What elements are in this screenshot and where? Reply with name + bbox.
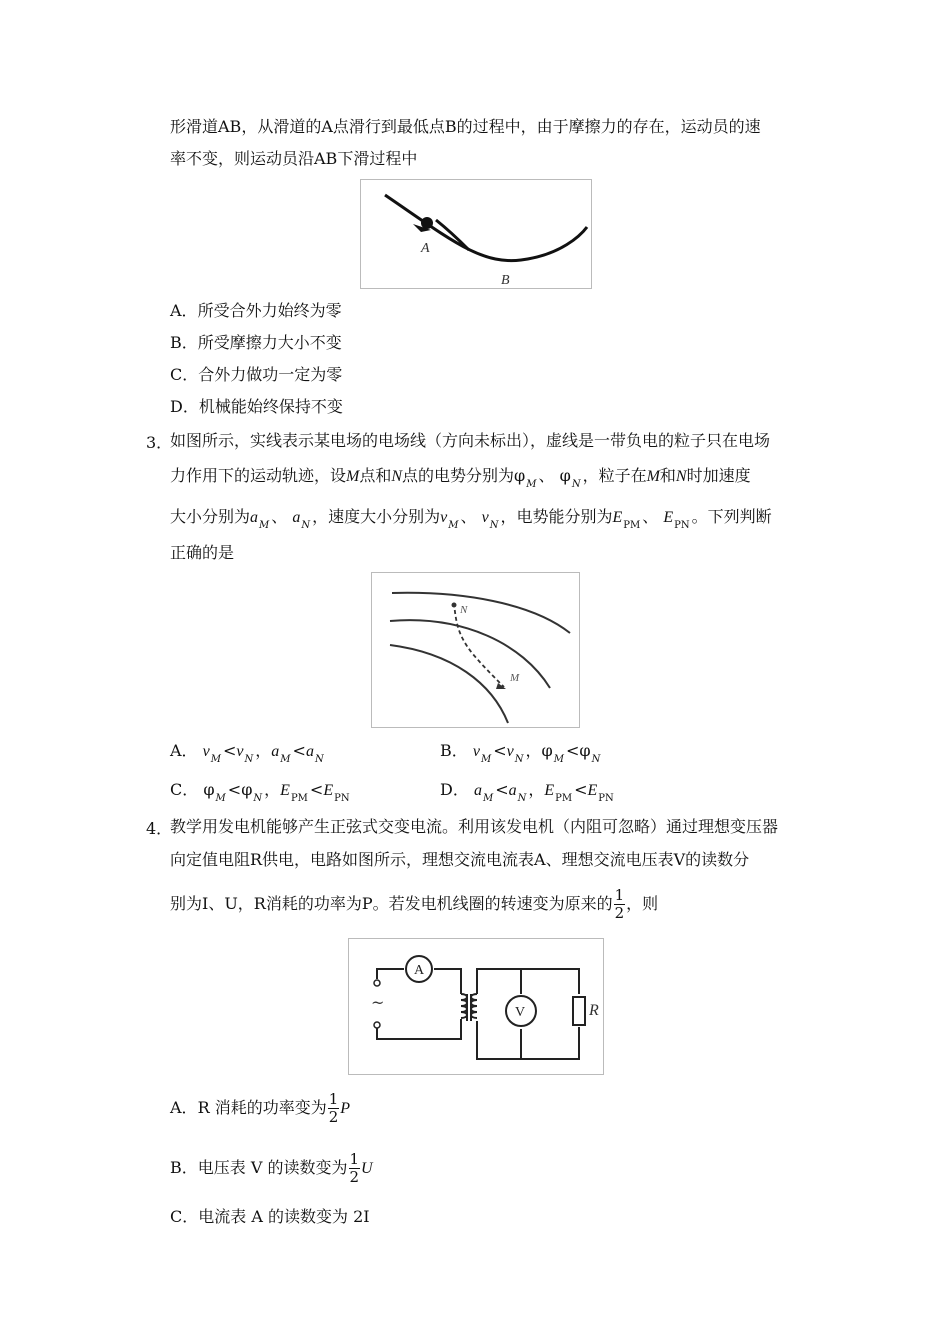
resistor-label: R (589, 1002, 599, 1019)
point-a-label: A (421, 241, 430, 256)
point-m-label: M (510, 672, 520, 684)
slide-track-diagram (361, 180, 591, 288)
q4-option-a[interactable]: A．R 消耗的功率变为 $\frac{1}{2}$ P (170, 1090, 351, 1126)
q4-stem-line3: 别为I、U，R消耗的功率为P。若发电机线圈的转速变为原来的 $\frac{1}{2}$ ，则 (170, 886, 659, 922)
q2-stem-line2: 率不变，则运动员沿AB下滑过程中 (170, 149, 418, 168)
q4-number: 4． (146, 819, 173, 838)
q3-stem-line2: 力作用下的运动轨迹，设M点和N点的电势分别为$\varphi_M$ 、 $\varphi_N$ ，粒子在M和N时加速度 (170, 466, 751, 490)
point-b-label: B (501, 273, 510, 288)
q3-figure-field (371, 572, 580, 728)
transformer-circuit-diagram (349, 939, 603, 1074)
q4-figure-circuit (348, 938, 604, 1075)
resistor-icon (573, 997, 585, 1025)
q2-option-a[interactable]: A．所受合外力始终为零 (170, 301, 342, 320)
electric-field-diagram (372, 573, 579, 727)
q3-option-b[interactable]: B． $v_M <v_N$ ，$\varphi_M <\varphi_N$ (440, 741, 601, 765)
voltmeter-label: V (515, 1005, 526, 1020)
q2-option-d[interactable]: D．机械能始终保持不变 (170, 397, 343, 416)
q3-option-d[interactable]: D． $a_M <a_N$ ，$E_{PM} <E_{PN}$ (440, 780, 614, 804)
q3-stem-line1: 如图所示，实线表示某电场的电场线（方向未标出），虚线是一带负电的粒子只在电场 (170, 431, 771, 450)
q4-stem-line2: 向定值电阻R供电，电路如图所示，理想交流电流表A、理想交流电压表V的读数分 (170, 850, 750, 869)
ammeter-label: A (414, 963, 425, 978)
skier-icon (421, 217, 433, 229)
q3-number: 3． (146, 433, 173, 452)
ac-source-icon: ~ (371, 993, 385, 1012)
q3-option-a[interactable]: A． $v_M <v_N$ ，$a_M <a_N$ (170, 741, 324, 765)
q3-option-c[interactable]: C． $\varphi_M <\varphi_N$ ，$E_{PM} <E_{PN}$ (170, 780, 350, 804)
q2-stem-line1: 形滑道AB，从滑道的A点滑行到最低点B的过程中，由于摩擦力的存在，运动员的速 (170, 117, 761, 136)
q2-option-c[interactable]: C．合外力做功一定为零 (170, 365, 343, 384)
point-n-label: N (460, 604, 468, 616)
fraction-one-half: $\frac{1}{2}$ (614, 886, 625, 922)
q3-stem-line3: 大小分别为$a_M$ 、 $a_N$ ，速度大小分别为$v_M$ 、 $v_N$ ，电势能分别为$E_{PM}$ 、 $E_{PN}$ 。下列判断 (170, 507, 772, 531)
q2-figure-slide (360, 179, 592, 289)
q3-stem-line4: 正确的是 (170, 543, 235, 562)
q4-stem-line1: 教学用发电机能够产生正弦式交变电流。利用该发电机（内阻可忽略）通过理想变压器 (170, 817, 779, 836)
q4-option-b[interactable]: B．电压表 V 的读数变为 $\frac{1}{2}$ U (170, 1150, 373, 1186)
q4-option-c[interactable]: C．电流表 A 的读数变为 2I (170, 1207, 370, 1226)
q2-option-b[interactable]: B．所受摩擦力大小不变 (170, 333, 342, 352)
